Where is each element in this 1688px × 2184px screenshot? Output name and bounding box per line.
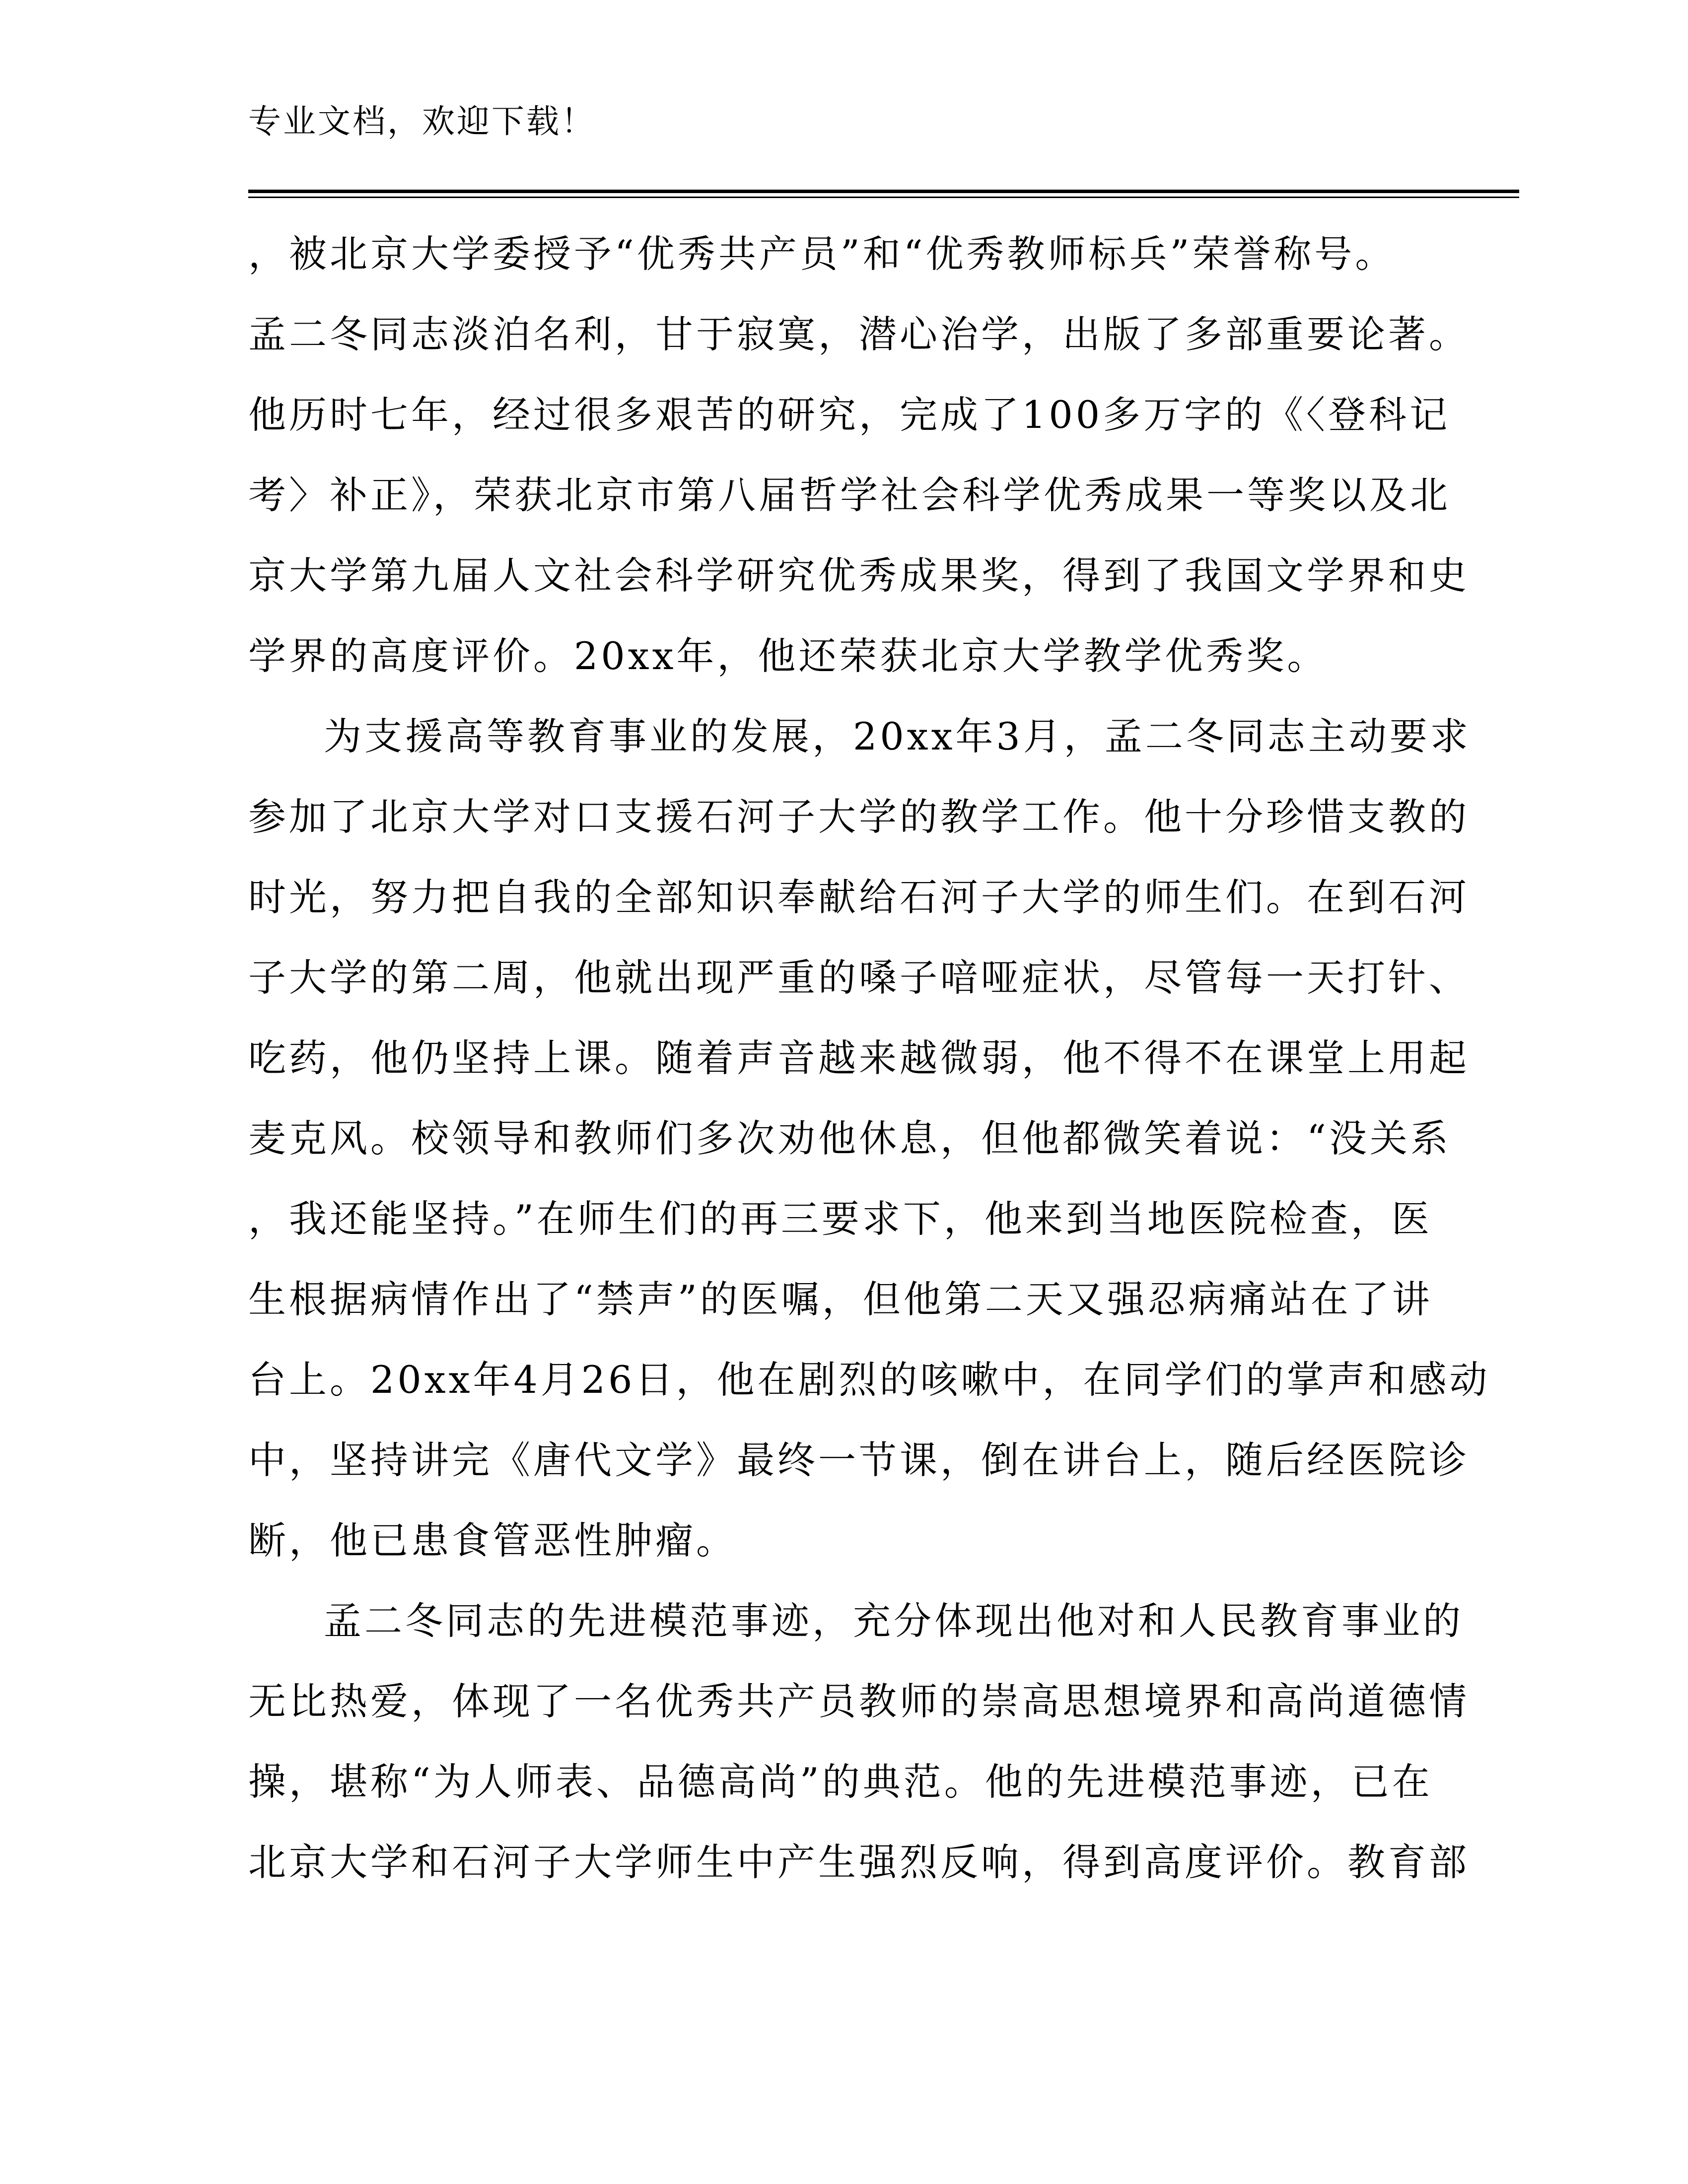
text-line: 吃药，他仍坚持上课。随着声音越来越微弱，他不得不在课堂上用起	[248, 1036, 1470, 1080]
text-line: 时光，努力把自我的全部知识奉献给石河子大学的师生们。在到石河	[248, 875, 1470, 919]
text-line: 京大学第九届人文社会科学研究优秀成果奖，得到了我国文学界和史	[248, 553, 1470, 598]
paragraph-first-line: 孟二冬同志的先进模范事迹，充分体现出他对和人民教育事业的	[324, 1599, 1464, 1643]
text-line: ，被北京大学委授予“优秀共产员”和“优秀教师标兵”荣誉称号。	[248, 232, 1396, 276]
text-line: 操，堪称“为人师表、品德高尚”的典范。他的先进模范事迹，已在	[248, 1760, 1433, 1804]
text-line: 北京大学和石河子大学师生中产生强烈反响，得到高度评价。教育部	[248, 1840, 1470, 1884]
text-line: 中，坚持讲完《唐代文学》最终一节课，倒在讲台上，随后经医院诊	[248, 1438, 1470, 1482]
text-line: ，我还能坚持。”在师生们的再三要求下，他来到当地医院检查，医	[248, 1197, 1432, 1241]
text-line: 断，他已患食管恶性肿瘤。	[248, 1518, 737, 1563]
text-line: 考〉补正》，荣获北京市第八届哲学社会科学优秀成果一等奖以及北	[248, 473, 1451, 517]
text-line: 无比热爱，体现了一名优秀共产员教师的崇高思想境界和高尚道德情	[248, 1679, 1470, 1723]
text-line: 他历时七年，经过很多艰苦的研究，完成了100多万字的《〈登科记	[248, 393, 1451, 437]
text-line: 麦克风。校领导和教师们多次劝他休息，但他都微笑着说：“没关系	[248, 1116, 1451, 1160]
text-line: 子大学的第二周，他就出现严重的嗓子喑哑症状，尽管每一天打针、	[248, 956, 1470, 1000]
text-line: 台上。20xx年4月26日，他在剧烈的咳嗽中，在同学们的掌声和感动	[248, 1358, 1490, 1402]
text-line: 参加了北京大学对口支援石河子大学的教学工作。他十分珍惜支教的	[248, 795, 1470, 839]
header-rule-thick	[248, 190, 1519, 193]
paragraph-first-line: 为支援高等教育事业的发展，20xx年3月，孟二冬同志主动要求	[324, 714, 1471, 758]
page-header-text: 专业文档，欢迎下载！	[248, 102, 596, 140]
text-line: 孟二冬同志淡泊名利，甘于寂寞，潜心治学，出版了多部重要论著。	[248, 312, 1470, 356]
header-rule-thin	[248, 197, 1519, 198]
text-line: 生根据病情作出了“禁声”的医嘱，但他第二天又强忍病痛站在了讲	[248, 1277, 1433, 1321]
text-line: 学界的高度评价。20xx年，他还荣获北京大学教学优秀奖。	[248, 634, 1328, 678]
